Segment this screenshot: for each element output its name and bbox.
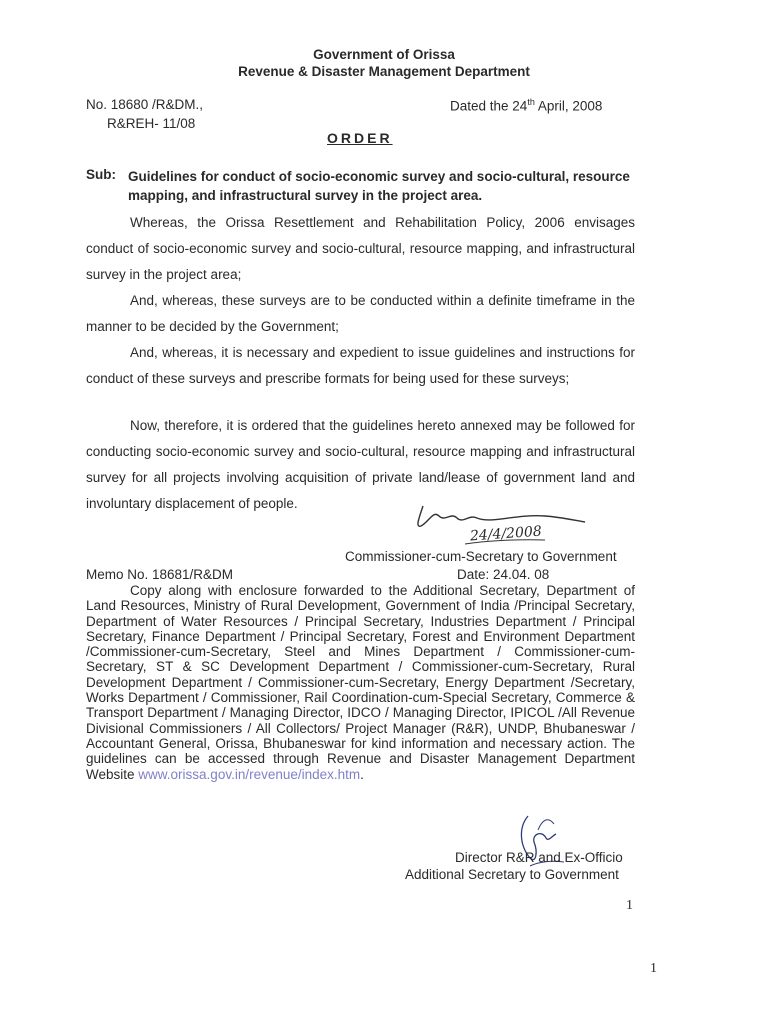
subject-text: Guidelines for conduct of socio-economic survey and socio-cultural, resource mapping, and infrastructural survey in the project area. [128, 169, 630, 203]
file-number: R&REH- 11/08 [107, 116, 196, 131]
subject-label: Sub: [86, 167, 116, 182]
paragraph-2: And, whereas, these surveys are to be conducted within a definite timeframe in the manner to be decided by the Government; [86, 293, 635, 334]
header-department: Revenue & Disaster Management Department [238, 64, 530, 79]
memo-text: Copy along with enclosure forwarded to the Additional Secretary, Department of Land Resources, Ministry of Rural Development, Government of India /Principal Secretary, Department of Water Resources / Principal Secretary, Industries Department / Principal Secretary, Finance Department / Principal Secretary, Forest and Environment Department /Commissioner-cum-Secretary, Steel and Mines Department / Commissioner-cum-Secretary, ST & SC Development Department / Commissioner-cum-Secretary, Rural Development Department / Commissioner-cum-Secretary, Energy Department /Secretary, Works Department / Commissioner, Rail Coordination-cum-Special Secretary, Commerce & Transport Department / Managing Director, IDCO / Managing Director, IPICOL /All Revenue Divisional Commissioners / All Collectors/ Project Manager (R&R), UNDP, Bhubaneswar / Accountant General, Orissa, Bhubaneswar for kind information and necessary action. The guidelines can be accessed through Revenue and Disaster Management Department Website [86, 583, 635, 782]
signature-date: 24/4/2008 [469, 523, 543, 545]
paragraph-1: Whereas, the Orissa Resettlement and Rehabilitation Policy, 2006 envisages conduct of socio-economic survey and socio-cultural, resource mapping, and infrastructural survey in the project area; [86, 215, 635, 282]
memo-date: Date: 24.04. 08 [457, 567, 550, 582]
header-government: Government of Orissa [313, 47, 455, 62]
director-line-1: Director R&R and Ex-Officio [455, 850, 623, 865]
scan-page-number: 1 [650, 961, 657, 976]
paragraph-3: And, whereas, it is necessary and expedient to issue guidelines and instructions for conduct of these surveys and prescribe formats for being used for these surveys; [86, 345, 635, 386]
order-number: No. 18680 /R&DM., [86, 97, 204, 112]
order-title: ORDER [327, 130, 393, 146]
link-suffix: . [360, 766, 364, 782]
paragraph-4: Now, therefore, it is ordered that the guidelines hereto annexed may be followed for conducting socio-economic survey and socio-cultural, resource mapping and infrastructural survey for all projects involving acquisition of private land/lease of government land and involuntary displacement of people. [86, 418, 635, 511]
memo-number: Memo No. 18681/R&DM [86, 567, 234, 582]
memo-body [86, 583, 635, 782]
document-page-number: 1 [626, 898, 633, 913]
website-link[interactable]: www.orissa.gov.in/revenue/index.htm [138, 766, 361, 782]
commissioner-designation: Commissioner-cum-Secretary to Government [345, 549, 617, 564]
director-line-2: Additional Secretary to Government [405, 867, 619, 882]
order-date: Dated the 24th April, 2008 [450, 97, 603, 114]
